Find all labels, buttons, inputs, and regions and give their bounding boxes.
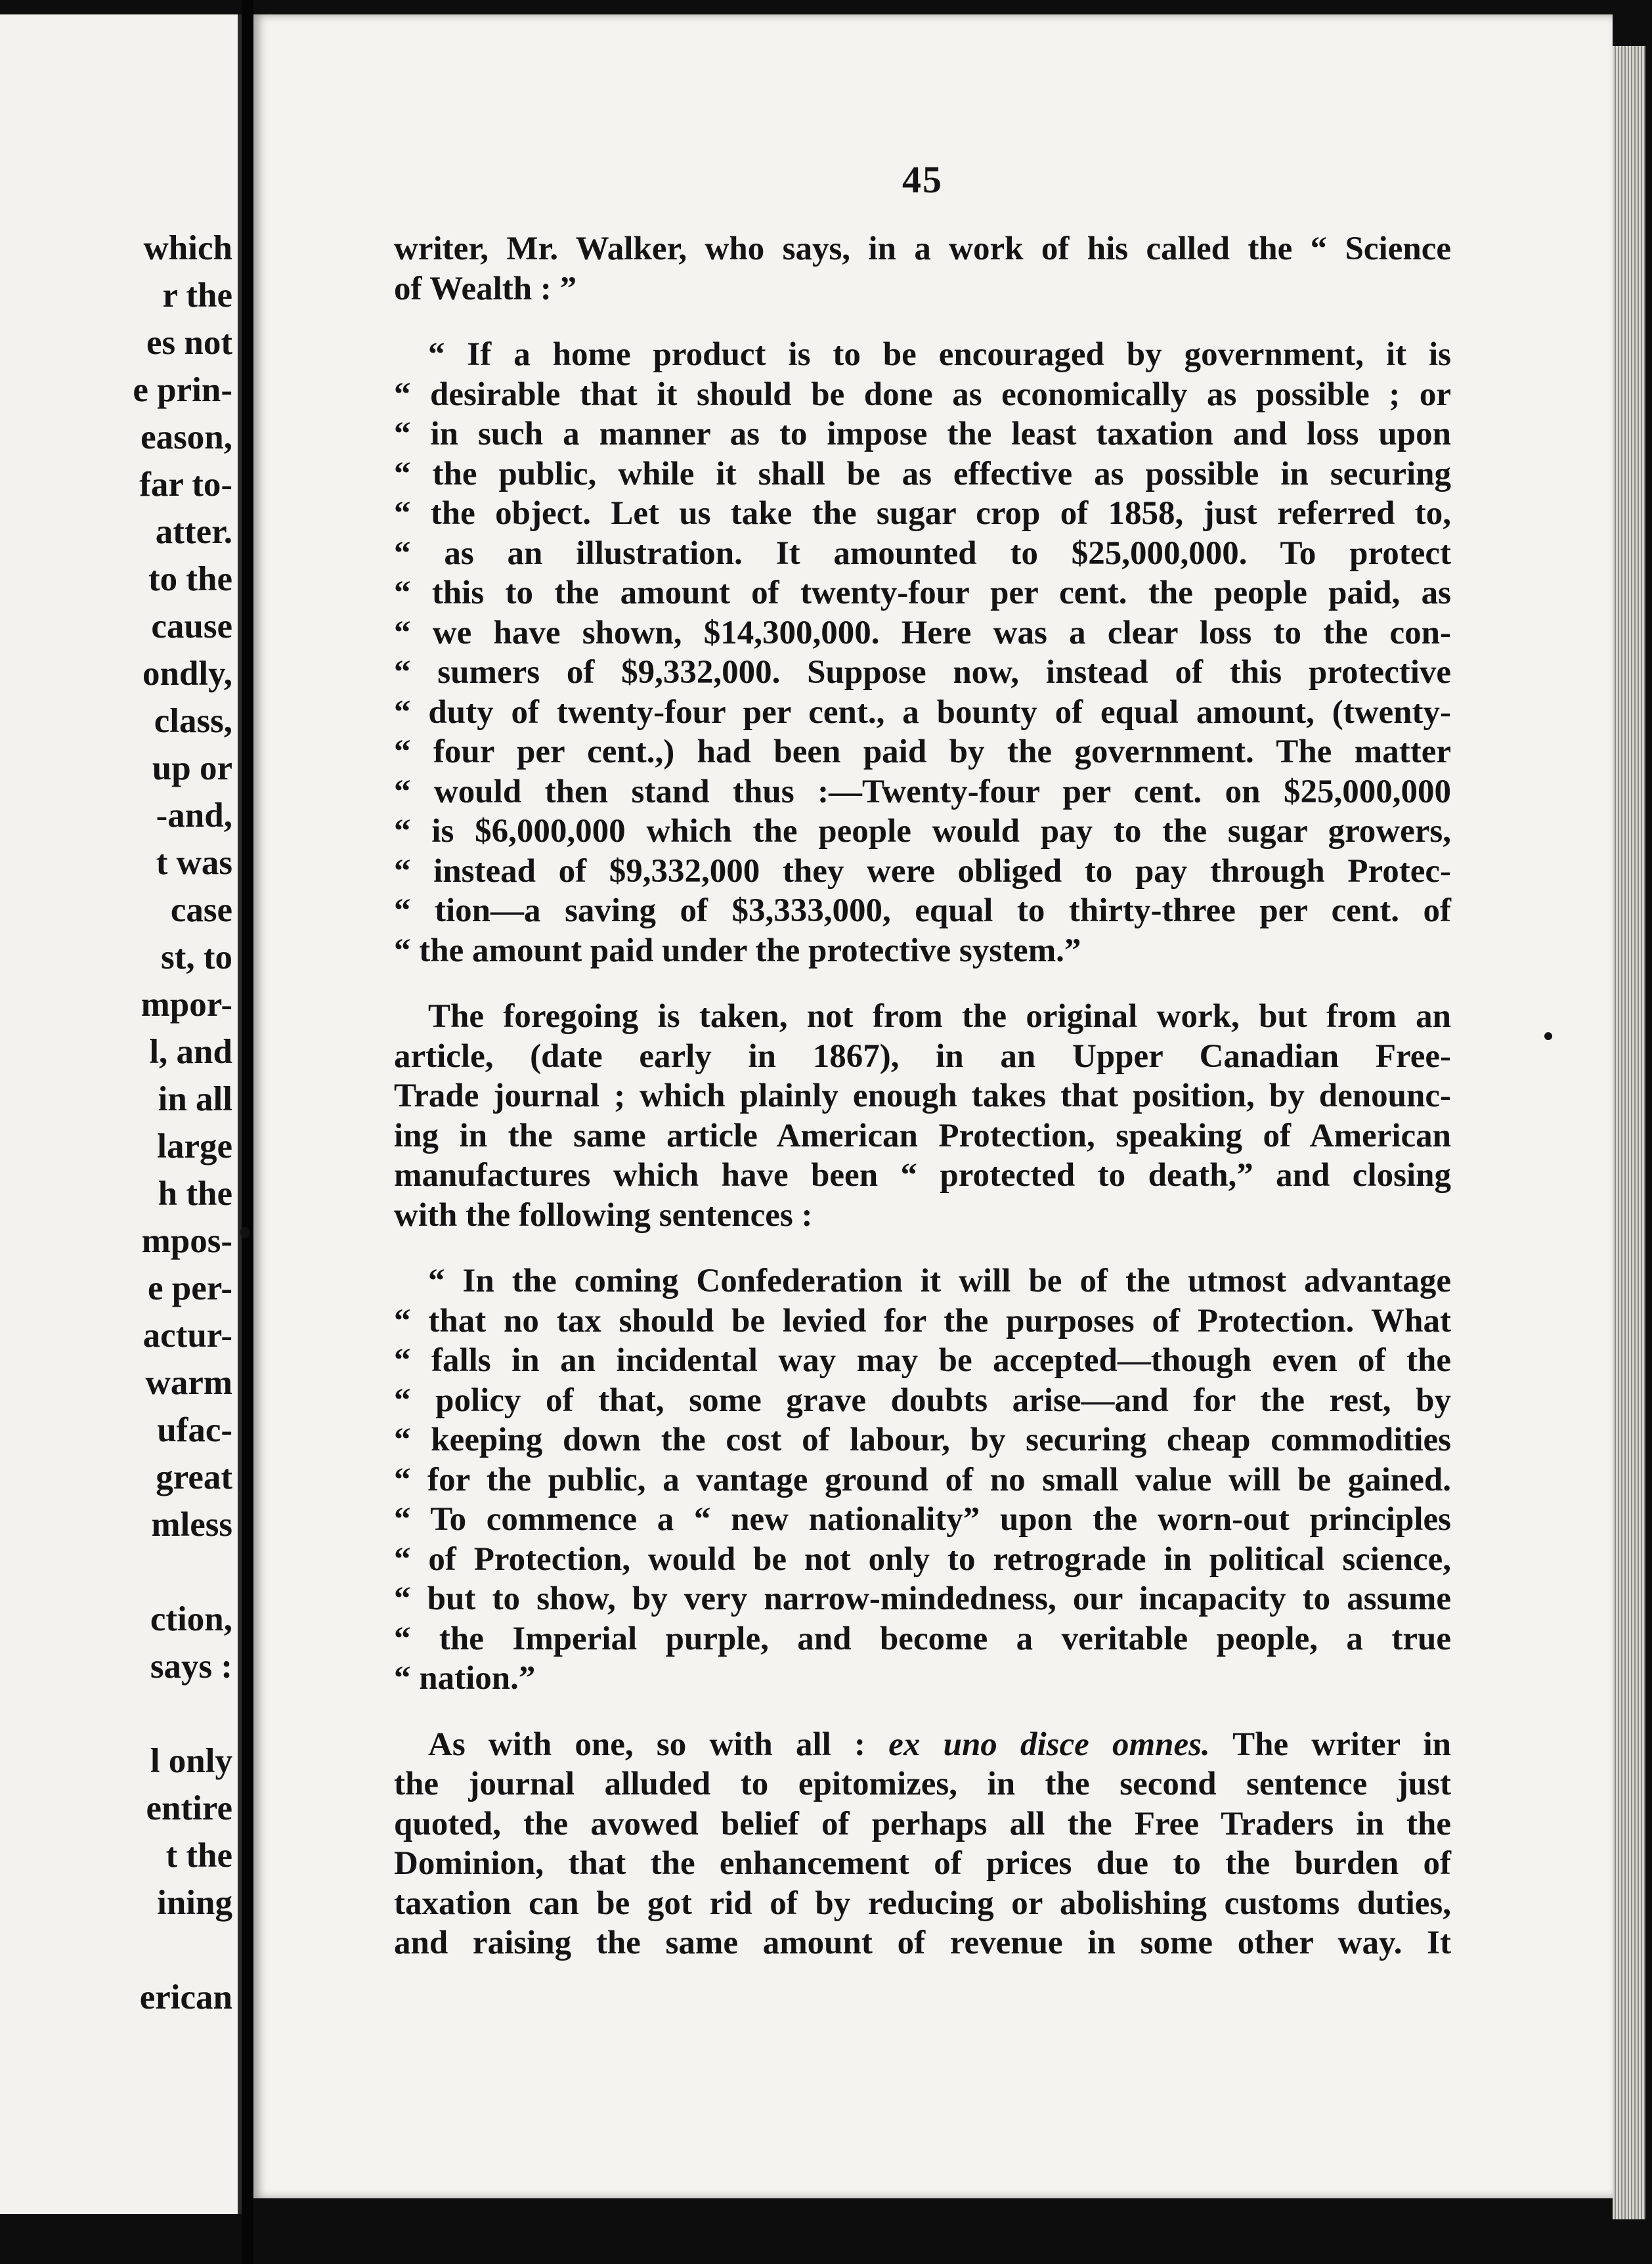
left-line: mpos-: [141, 1222, 232, 1260]
text-line: [394, 1725, 1451, 1765]
left-line: e per-: [148, 1269, 232, 1307]
left-line: actur-: [142, 1317, 232, 1355]
text-line: of Wealth : ”: [394, 270, 577, 307]
left-line: in all: [158, 1080, 232, 1118]
left-page-text-fragments: [133, 225, 232, 2021]
quote-line: “ tion—a saving of $3,333,000, equal to thirty-three per cent. of: [394, 892, 1451, 929]
text-line: with the following sentences :: [394, 1196, 813, 1234]
text-line: ing in the same article American Protection, speaking of American: [394, 1117, 1451, 1154]
book-gutter: [242, 0, 253, 2264]
left-line: large: [157, 1127, 232, 1165]
left-line: entire: [146, 1789, 232, 1827]
left-line: ondly,: [142, 655, 232, 693]
text-line: quoted, the avowed belief of perhaps all the Free Traders in the: [394, 1805, 1451, 1842]
left-line: l, and: [149, 1033, 232, 1071]
text-line: Trade journal ; which plainly enough takes that position, by denounc-: [394, 1078, 1451, 1114]
quote-line: “ nation.”: [394, 1660, 536, 1697]
left-line: l only: [150, 1742, 232, 1780]
left-line: atter.: [155, 513, 232, 551]
ink-speck: [1544, 1032, 1552, 1040]
gutter-mark: [240, 1227, 250, 1238]
page-text-block: [394, 158, 1451, 1963]
left-line: to the: [148, 560, 232, 598]
left-line: h the: [158, 1175, 232, 1213]
quote-line: “ the Imperial purple, and become a veritable people, a true: [394, 1620, 1451, 1657]
quote-line: “ falls in an incidental way may be accepted—though even of the: [394, 1342, 1451, 1379]
left-line: class,: [154, 702, 232, 740]
quote-line: “ this to the amount of twenty-four per cent. the people paid, as: [394, 575, 1451, 611]
block-quote-confederation: [394, 1261, 1451, 1699]
quote-line: “ duty of twenty-four per cent., a bounty of equal amount, (twenty-: [394, 693, 1451, 731]
text-line: Dominion, that the enhancement of prices due to the burden of: [394, 1845, 1451, 1882]
left-line: ining: [157, 1884, 232, 1922]
left-line: mpor-: [141, 986, 232, 1024]
text-line: and raising the same amount of revenue in some other way. It: [394, 1925, 1451, 1961]
left-facing-page: [0, 14, 242, 2214]
left-line: [133, 1927, 232, 1974]
left-line: mless: [151, 1506, 232, 1544]
text-line: writer, Mr. Walker, who says, in a work of his called the “ Science: [394, 230, 1451, 267]
left-line: eason,: [141, 418, 232, 456]
left-line: which: [143, 229, 232, 267]
left-line: warm: [145, 1364, 232, 1402]
quote-line: “ instead of $9,332,000 they were obliged to pay through Protec-: [394, 852, 1451, 890]
page-edge-stack: [1613, 46, 1645, 2219]
block-quote-walker: [394, 335, 1451, 970]
text-line: the journal alluded to epitomizes, in the second sentence just: [394, 1766, 1451, 1802]
quote-line: “ In the coming Confederation it will be of the utmost advantage: [428, 1263, 1451, 1299]
quote-line: “ that no tax should be levied for the purposes of Protection. What: [394, 1302, 1451, 1339]
left-line: es not: [146, 324, 232, 362]
quote-line: “ as an illustration. It amounted to $25,000,000. To protect: [394, 534, 1451, 572]
quote-line: “ in such a manner as to impose the least taxation and loss upon: [394, 416, 1451, 452]
text-line: The foregoing is taken, not from the original work, but from an: [428, 998, 1451, 1035]
left-line: great: [156, 1458, 232, 1496]
quote-line: “ we have shown, $14,300,000. Here was a clear loss to the con-: [394, 614, 1451, 651]
quote-line: “ but to show, by very narrow-mindedness, our incapacity to assume: [394, 1580, 1451, 1617]
paragraph-ex-uno: [394, 1725, 1451, 1963]
latin-phrase: ex uno disce omnes.: [888, 1726, 1210, 1763]
left-line: cause: [151, 607, 232, 645]
left-line: ction,: [150, 1600, 232, 1638]
quote-line: “ desirable that it should be done as economically as possible ; or: [394, 376, 1451, 413]
left-line: says :: [150, 1647, 232, 1686]
left-line: erican: [139, 1978, 232, 2016]
quote-line: “ policy of that, some grave doubts arise—and for the rest, by: [394, 1382, 1451, 1419]
left-line: -and,: [156, 796, 232, 835]
left-line: far to-: [139, 466, 232, 504]
quote-line: “ would then stand thus :—Twenty-four per cent. on $25,000,000: [394, 773, 1451, 810]
paragraph-foregoing: [394, 997, 1451, 1235]
quote-line: “ the public, while it shall be as effective as possible in securing: [394, 455, 1451, 492]
quote-line: “ of Protection, would be not only to retrograde in political science,: [394, 1540, 1451, 1578]
left-line: case: [170, 891, 232, 929]
left-line: st, to: [161, 938, 232, 976]
left-line: [133, 1690, 232, 1737]
text-line: article, (date early in 1867), in an Upper Canadian Free-: [394, 1037, 1451, 1075]
left-line: t the: [165, 1837, 232, 1875]
text-run: As with one, so with all :: [428, 1726, 889, 1763]
text-run: The writer in: [1209, 1726, 1451, 1763]
text-line: manufactures which have been “ protected to death,” and closing: [394, 1157, 1451, 1194]
quote-line: “ for the public, a vantage ground of no small value will be gained.: [394, 1461, 1451, 1498]
intro-paragraph: [394, 229, 1451, 309]
quote-line: “ keeping down the cost of labour, by securing cheap commodities: [394, 1422, 1451, 1458]
quote-line: “ sumers of $9,332,000. Suppose now, instead of this protective: [394, 654, 1451, 691]
left-line: e prin-: [133, 371, 232, 409]
left-line: r the: [162, 276, 232, 315]
text-line: taxation can be got rid of by reducing or abolishing customs duties,: [394, 1884, 1451, 1922]
left-line: ufac-: [157, 1411, 232, 1449]
left-line: up or: [152, 749, 232, 787]
page-number: 45: [902, 158, 943, 201]
left-line: t was: [156, 844, 232, 882]
left-line: [133, 1548, 232, 1596]
quote-line: “ If a home product is to be encouraged by government, it is: [428, 336, 1451, 373]
quote-line: “ is $6,000,000 which the people would pay to the sugar growers,: [394, 813, 1451, 850]
quote-line: “ four per cent.,) had been paid by the government. The matter: [394, 733, 1451, 770]
quote-line: “ the amount paid under the protective system.”: [394, 932, 1081, 969]
quote-line: “ the object. Let us take the sugar crop of 1858, just referred to,: [394, 495, 1451, 532]
quote-line: “ To commence a “ new nationality” upon the worn-out principles: [394, 1501, 1451, 1538]
